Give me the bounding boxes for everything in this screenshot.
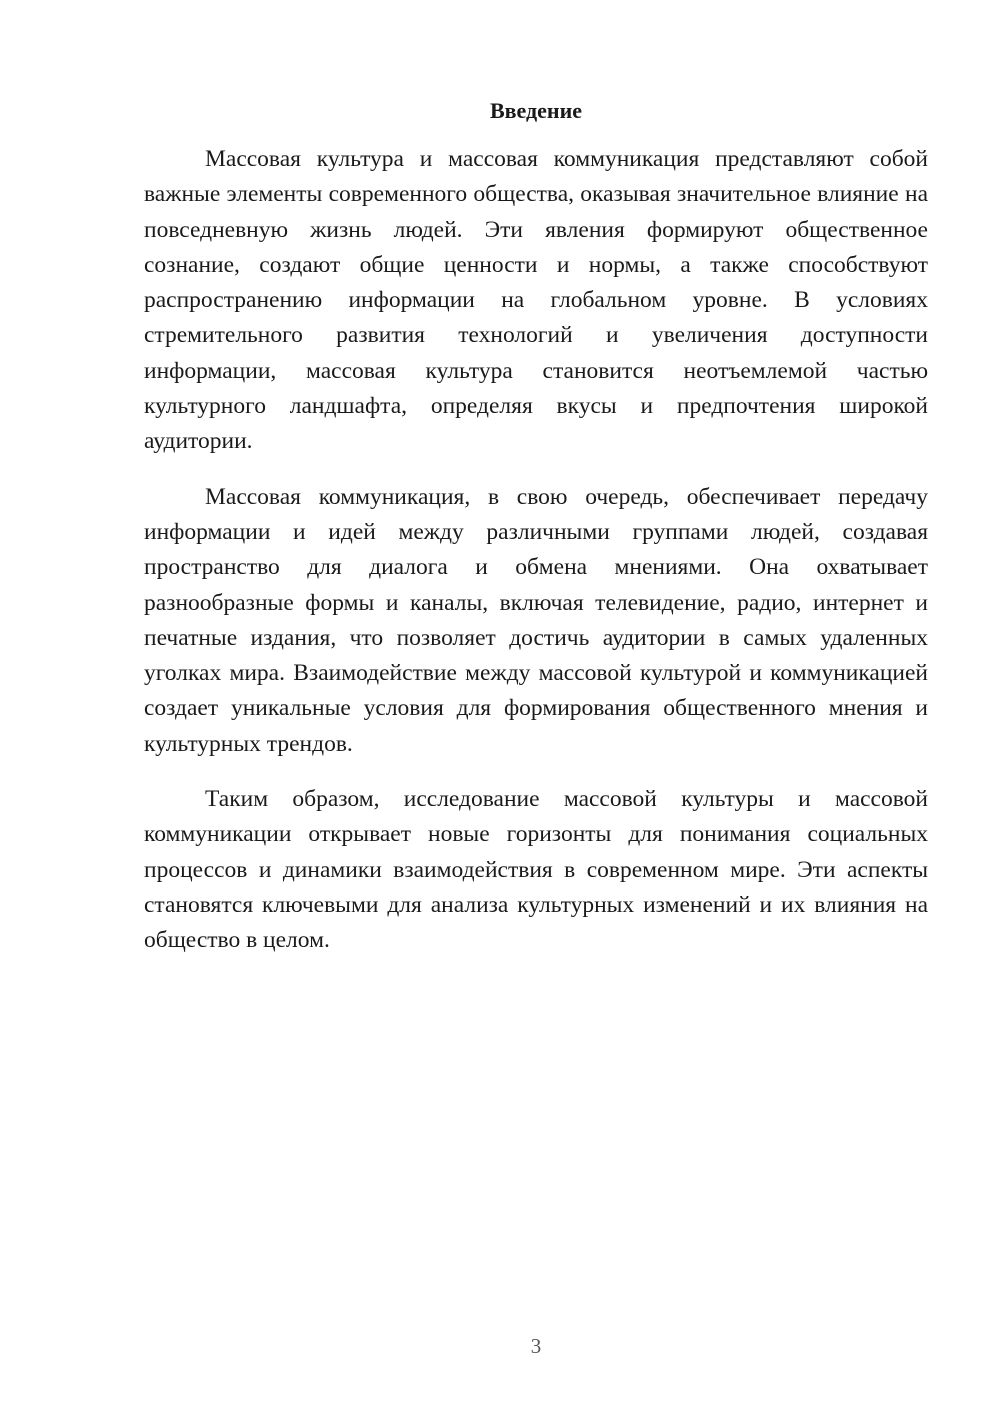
paragraph-2: Массовая коммуникация, в свою очередь, обеспечивает передачу информации и идей между различными группами людей, создавая пространство для диалога и обмена мнениями. Она охватывает разнообразные формы и каналы, включая телевидение, радио, интернет и печатные издания, что позволяет достичь аудитории в самых удаленных уголках мира. Взаимодействие между массовой культурой и коммуникацией создает уникальные условия для формирования общественного мнения и культурных трендов. <box>144 483 928 757</box>
section-heading: Введение <box>489 98 583 123</box>
paragraph-1: Массовая культура и массовая коммуникация представляют собой важные элементы современного общества, оказывая значительное влияние на повседневную жизнь людей. Эти явления формируют общественное сознание, создают общие ценности и нормы, а также способствуют распространению информации на глобальном уровне. В условиях стремительного развития технологий и увеличения доступности информации, массовая культура становится неотъемлемой частью культурного ландшафта, определяя вкусы и предпочтения широкой аудитории. <box>144 146 928 455</box>
body-text <box>144 142 928 979</box>
paragraph-3: Таким образом, исследование массовой культуры и массовой коммуникации открывает новые горизонты для понимания социальных процессов и динамики взаимодействия в современном мире. Эти аспекты становятся ключевыми для анализа культурных изменений и их влияния на общество в целом. <box>144 786 928 954</box>
page-number: 3 <box>530 1334 542 1358</box>
